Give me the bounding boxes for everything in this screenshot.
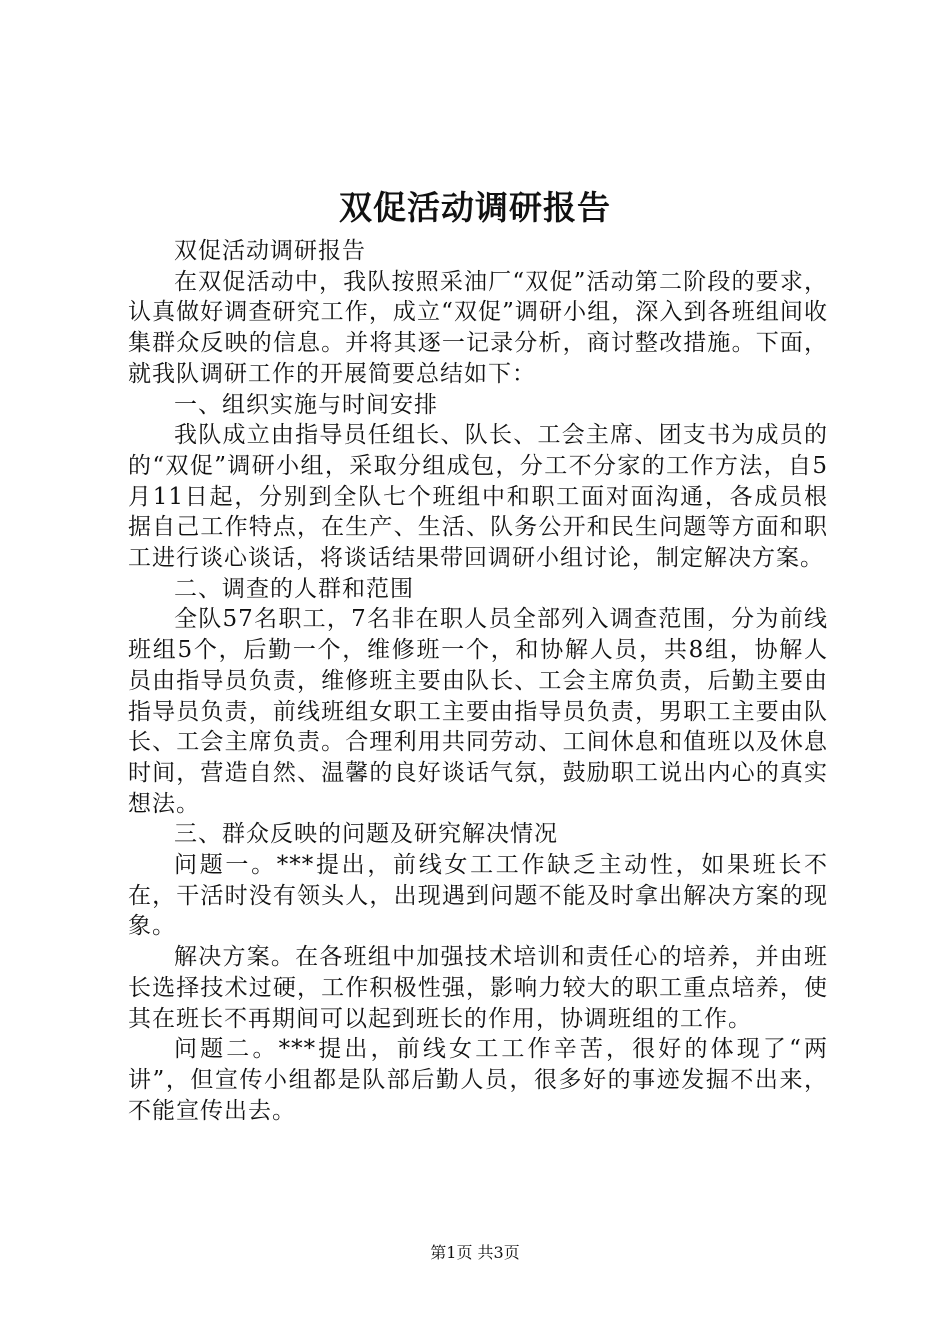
paragraph-section-2: 全队57名职工，7名非在职人员全部列入调查范围，分为前线班组5个，后勤一个，维修班一个，和协解人员，共8组，协解人员由指导员负责，维修班主要由队长、工会主席负责，后勤主要由指导员负责，前线班组女职工主要由指导员负责，男职工主要由队长、工会主席负责。合理利用共同劳动、工间休息和值班以及休息时间，营造自然、温馨的良好谈话气氛，鼓励职工说出内心的真实想法。: [128, 606, 828, 817]
section-heading-3: 三、群众反映的问题及研究解决情况: [174, 821, 558, 848]
paragraph-intro: 在双促活动中，我队按照采油厂“双促”活动第二阶段的要求，认真做好调查研究工作，成立“双促”调研小组，深入到各班组间收集群众反映的信息。并将其逐一记录分析，商讨整改措施。下面，就我队调研工作的开展简要总结如下：: [128, 268, 828, 387]
document-title: 双促活动调研报告: [339, 188, 611, 227]
paragraph-subtitle: 双促活动调研报告: [174, 238, 366, 264]
paragraph-problem-1: 问题一。***提出，前线女工工作缺乏主动性，如果班长不在，干活时没有领头人，出现遇到问题不能及时拿出解决方案的现象。: [128, 852, 828, 940]
page-footer: 第1页 共3页: [430, 1243, 520, 1262]
paragraph-problem-2: 问题二。***提出，前线女工工作辛苦，很好的体现了“两讲”，但宣传小组都是队部后勤人员，很多好的事迹发掘不出来，不能宣传出去。: [128, 1036, 828, 1124]
section-heading-2: 二、调查的人群和范围: [174, 575, 414, 602]
paragraph-solution-1: 解决方案。在各班组中加强技术培训和责任心的培养，并由班长选择技术过硬，工作积极性强，影响力较大的职工重点培养，使其在班长不再期间可以起到班长的作用，协调班组的工作。: [128, 944, 828, 1032]
paragraph-section-1: 我队成立由指导员任组长、队长、工会主席、团支书为成员的的“双促”调研小组，采取分组成包，分工不分家的工作方法，自5月11日起，分别到全队七个班组中和职工面对面沟通，各成员根据自己工作特点，在生产、生活、队务公开和民生问题等方面和职工进行谈心谈话，将谈话结果带回调研小组讨论，制定解决方案。: [128, 422, 828, 572]
section-heading-1: 一、组织实施与时间安排: [174, 391, 438, 418]
document-body: [128, 236, 828, 1126]
